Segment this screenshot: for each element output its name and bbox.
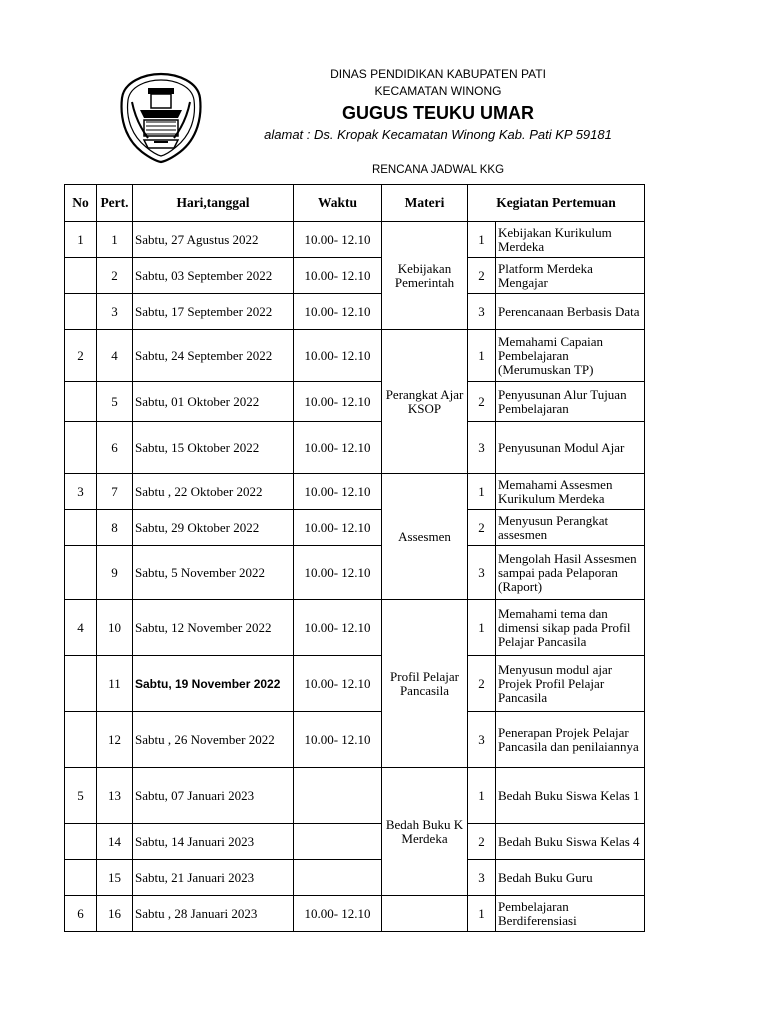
materi-topic: Bedah Buku K Merdeka: [382, 768, 468, 896]
activity-number: 2: [468, 382, 496, 422]
materi-topic: Assesmen: [382, 474, 468, 600]
meeting-number: 5: [97, 382, 133, 422]
meeting-date: Sabtu, 03 September 2022: [133, 258, 294, 294]
activity-number: 2: [468, 656, 496, 712]
meeting-date: Sabtu, 07 Januari 2023: [133, 768, 294, 824]
meeting-number: 14: [97, 824, 133, 860]
meeting-date: Sabtu, 19 November 2022: [133, 656, 294, 712]
meeting-time: 10.00- 12.10: [294, 546, 382, 600]
meeting-number: 2: [97, 258, 133, 294]
activity-description: Kebijakan Kurikulum Merdeka: [496, 222, 645, 258]
activity-description: Bedah Buku Guru: [496, 860, 645, 896]
meeting-date: Sabtu, 14 Januari 2023: [133, 824, 294, 860]
meeting-time: [294, 768, 382, 824]
meeting-time: 10.00- 12.10: [294, 258, 382, 294]
group-number-empty: [65, 422, 97, 474]
meeting-number: 15: [97, 860, 133, 896]
meeting-time: 10.00- 12.10: [294, 510, 382, 546]
group-number-empty: [65, 546, 97, 600]
meeting-date: Sabtu , 22 Oktober 2022: [133, 474, 294, 510]
meeting-date: Sabtu, 5 November 2022: [133, 546, 294, 600]
group-number: 5: [65, 768, 97, 824]
meeting-time: 10.00- 12.10: [294, 294, 382, 330]
group-number-empty: [65, 860, 97, 896]
group-number-empty: [65, 656, 97, 712]
meeting-date: Sabtu , 26 November 2022: [133, 712, 294, 768]
schedule-table: [64, 184, 645, 932]
meeting-number: 10: [97, 600, 133, 656]
activity-number: 1: [468, 600, 496, 656]
meeting-time: 10.00- 12.10: [294, 656, 382, 712]
table-row: [65, 896, 645, 932]
activity-description: Perencanaan Berbasis Data: [496, 294, 645, 330]
table-row: [65, 222, 645, 258]
col-header-kegiatan: Kegiatan Pertemuan: [468, 185, 645, 222]
activity-number: 3: [468, 712, 496, 768]
activity-description: Menyusun modul ajar Projek Profil Pelajar Pancasila: [496, 656, 645, 712]
col-header-hari: Hari,tanggal: [133, 185, 294, 222]
meeting-time: 10.00- 12.10: [294, 474, 382, 510]
group-number-empty: [65, 712, 97, 768]
activity-number: 1: [468, 768, 496, 824]
activity-number: 3: [468, 294, 496, 330]
activity-description: Memahami Assesmen Kurikulum Merdeka: [496, 474, 645, 510]
activity-description: Bedah Buku Siswa Kelas 1: [496, 768, 645, 824]
table-header-row: [65, 185, 645, 222]
materi-topic: [382, 896, 468, 932]
group-number-empty: [65, 294, 97, 330]
meeting-date: Sabtu, 12 November 2022: [133, 600, 294, 656]
meeting-number: 3: [97, 294, 133, 330]
materi-topic: Kebijakan Pemerintah: [382, 222, 468, 330]
cluster-name: GUGUS TEUKU UMAR: [342, 103, 534, 123]
activity-number: 1: [468, 222, 496, 258]
table-row: [65, 474, 645, 510]
group-number: 4: [65, 600, 97, 656]
activity-description: Memahami tema dan dimensi sikap pada Profil Pelajar Pancasila: [496, 600, 645, 656]
meeting-number: 13: [97, 768, 133, 824]
activity-number: 2: [468, 824, 496, 860]
meeting-date: Sabtu , 28 Januari 2023: [133, 896, 294, 932]
meeting-number: 4: [97, 330, 133, 382]
meeting-date: Sabtu, 15 Oktober 2022: [133, 422, 294, 474]
col-header-no: No: [65, 185, 97, 222]
meeting-number: 11: [97, 656, 133, 712]
group-number-empty: [65, 382, 97, 422]
activity-description: Pembelajaran Berdiferensiasi: [496, 896, 645, 932]
meeting-number: 7: [97, 474, 133, 510]
meeting-number: 16: [97, 896, 133, 932]
group-number-empty: [65, 824, 97, 860]
group-number: 2: [65, 330, 97, 382]
materi-topic: Perangkat Ajar KSOP: [382, 330, 468, 474]
table-row: [65, 546, 645, 600]
activity-number: 3: [468, 860, 496, 896]
activity-description: Memahami Capaian Pembelajaran (Merumuskan TP): [496, 330, 645, 382]
table-row: [65, 330, 645, 382]
meeting-date: Sabtu, 21 Januari 2023: [133, 860, 294, 896]
meeting-time: 10.00- 12.10: [294, 422, 382, 474]
meeting-number: 12: [97, 712, 133, 768]
activity-description: Mengolah Hasil Assesmen sampai pada Pelaporan (Raport): [496, 546, 645, 600]
activity-number: 1: [468, 330, 496, 382]
table-row: [65, 656, 645, 712]
activity-number: 1: [468, 474, 496, 510]
meeting-time: [294, 824, 382, 860]
table-row: [65, 712, 645, 768]
group-number-empty: [65, 258, 97, 294]
meeting-date: Sabtu, 29 Oktober 2022: [133, 510, 294, 546]
col-header-materi: Materi: [382, 185, 468, 222]
meeting-time: 10.00- 12.10: [294, 222, 382, 258]
activity-number: 1: [468, 896, 496, 932]
meeting-date: Sabtu, 24 September 2022: [133, 330, 294, 382]
activity-description: Penerapan Projek Pelajar Pancasila dan penilaiannya: [496, 712, 645, 768]
meeting-number: 1: [97, 222, 133, 258]
address: alamat : Ds. Kropak Kecamatan Winong Kab. Pati KP 59181: [264, 127, 612, 142]
table-row: [65, 824, 645, 860]
table-row: [65, 258, 645, 294]
col-header-waktu: Waktu: [294, 185, 382, 222]
letterhead: [0, 0, 768, 190]
meeting-number: 8: [97, 510, 133, 546]
activity-description: Penyusunan Modul Ajar: [496, 422, 645, 474]
table-row: [65, 600, 645, 656]
meeting-number: 6: [97, 422, 133, 474]
activity-description: Platform Merdeka Mengajar: [496, 258, 645, 294]
table-row: [65, 422, 645, 474]
meeting-date: Sabtu, 01 Oktober 2022: [133, 382, 294, 422]
meeting-time: 10.00- 12.10: [294, 330, 382, 382]
meeting-time: 10.00- 12.10: [294, 382, 382, 422]
meeting-time: 10.00- 12.10: [294, 712, 382, 768]
group-number-empty: [65, 510, 97, 546]
group-number: 6: [65, 896, 97, 932]
meeting-date: Sabtu, 27 Agustus 2022: [133, 222, 294, 258]
meeting-time: 10.00- 12.10: [294, 600, 382, 656]
activity-number: 3: [468, 422, 496, 474]
materi-topic: Profil Pelajar Pancasila: [382, 600, 468, 768]
table-row: [65, 510, 645, 546]
meeting-time: 10.00- 12.10: [294, 896, 382, 932]
table-row: [65, 382, 645, 422]
col-header-pert: Pert.: [97, 185, 133, 222]
district-name: KECAMATAN WINONG: [374, 84, 502, 98]
activity-number: 3: [468, 546, 496, 600]
activity-number: 2: [468, 258, 496, 294]
activity-number: 2: [468, 510, 496, 546]
table-row: [65, 294, 645, 330]
table-row: [65, 768, 645, 824]
meeting-number: 9: [97, 546, 133, 600]
activity-description: Bedah Buku Siswa Kelas 4: [496, 824, 645, 860]
meeting-date: Sabtu, 17 September 2022: [133, 294, 294, 330]
group-number: 1: [65, 222, 97, 258]
agency-name: DINAS PENDIDIKAN KABUPATEN PATI: [330, 67, 546, 81]
document-title: RENCANA JADWAL KKG: [371, 164, 505, 176]
activity-description: Menyusun Perangkat assesmen: [496, 510, 645, 546]
table-row: [65, 860, 645, 896]
meeting-time: [294, 860, 382, 896]
group-number: 3: [65, 474, 97, 510]
activity-description: Penyusunan Alur Tujuan Pembelajaran: [496, 382, 645, 422]
